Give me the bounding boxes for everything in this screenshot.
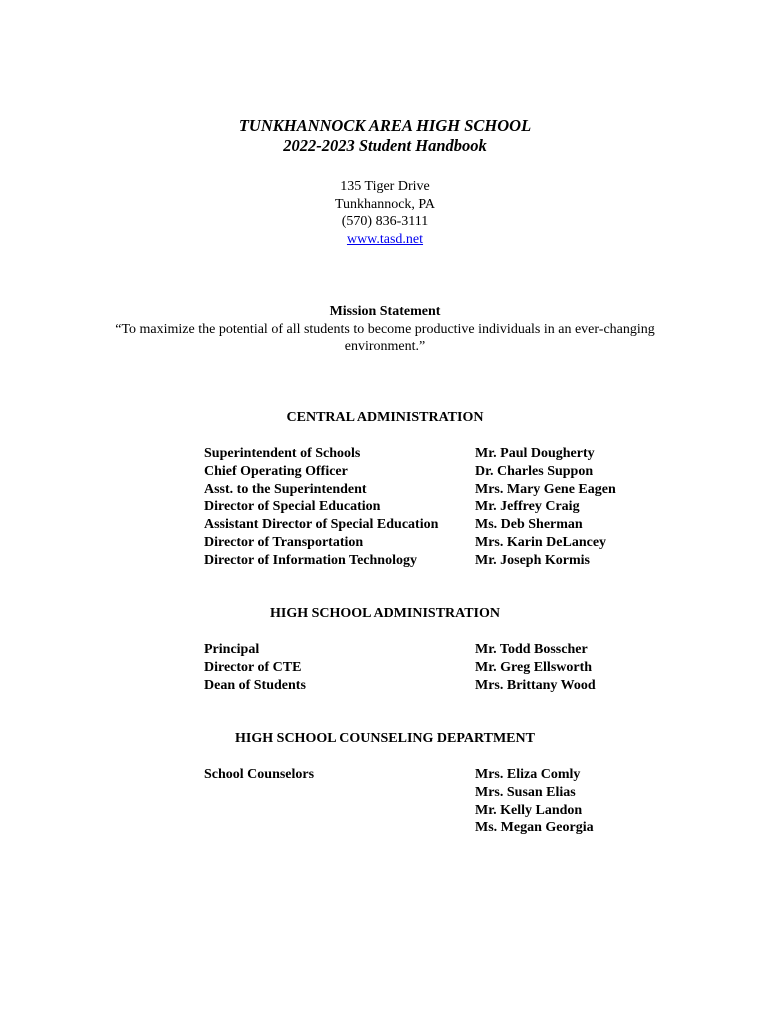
handbook-title: 2022-2023 Student Handbook (283, 136, 487, 155)
counselors-role: School Counselors (204, 767, 315, 782)
address-street: 135 Tiger Drive (340, 179, 430, 194)
roster-person: Mr. Joseph Kormis (475, 552, 590, 568)
roster-row (204, 659, 644, 677)
roster-row (204, 481, 644, 499)
roster-person: Mr. Jeffrey Craig (475, 499, 580, 515)
hs-admin-roster (204, 641, 644, 694)
mission-statement (0, 303, 770, 356)
roster-row (204, 552, 644, 570)
roster-role: Asst. to the Superintendent (204, 481, 367, 497)
roster-person: Mrs. Mary Gene Eagen (475, 481, 616, 497)
roster-person: Ms. Deb Sherman (475, 517, 583, 533)
roster-row (204, 677, 644, 695)
central-admin-heading: CENTRAL ADMINISTRATION (286, 410, 484, 425)
roster-role: Director of Information Technology (204, 552, 417, 568)
counselor-name: Mrs. Eliza Comly (475, 767, 581, 782)
counseling-heading: HIGH SCHOOL COUNSELING DEPARTMENT (235, 731, 535, 746)
roster-person: Mr. Todd Bosscher (475, 642, 588, 657)
roster-person: Mrs. Karin DeLancey (475, 534, 607, 550)
school-name: TUNKHANNOCK AREA HIGH SCHOOL (238, 116, 532, 135)
hs-admin-heading: HIGH SCHOOL ADMINISTRATION (269, 606, 500, 621)
roster-row (204, 641, 644, 659)
mission-heading: Mission Statement (329, 304, 441, 319)
roster-person: Dr. Charles Suppon (475, 463, 594, 479)
roster-row (204, 498, 644, 516)
school-address (0, 178, 770, 248)
counselors-names (475, 766, 594, 837)
mission-text: “To maximize the potential of all students to become productive individuals in an ever-changing environment.” (115, 321, 655, 354)
roster-row (204, 534, 644, 552)
roster-role: Chief Operating Officer (204, 463, 348, 479)
roster-role: Director of Special Education (204, 499, 381, 515)
roster-role: Director of Transportation (204, 534, 364, 550)
roster-role: Superintendent of Schools (204, 446, 361, 461)
central-admin-roster (204, 445, 644, 570)
counselor-name: Ms. Megan Georgia (475, 820, 594, 836)
roster-person: Mr. Paul Dougherty (475, 446, 595, 461)
roster-row (204, 463, 644, 481)
counselors-roster (204, 766, 644, 837)
address-city-state: Tunkhannock, PA (334, 196, 436, 212)
website-link[interactable]: www.tasd.net (346, 231, 424, 247)
counselor-name: Mr. Kelly Landon (475, 802, 583, 818)
roster-role: Assistant Director of Special Education (204, 517, 439, 533)
roster-person: Mrs. Brittany Wood (475, 677, 596, 693)
roster-person: Mr. Greg Ellsworth (475, 659, 593, 675)
document-title (0, 116, 770, 156)
address-phone: (570) 836-3111 (341, 214, 429, 229)
roster-role: Director of CTE (204, 659, 302, 675)
roster-role: Dean of Students (204, 677, 306, 693)
roster-row (204, 445, 644, 463)
roster-row (204, 516, 644, 534)
roster-role: Principal (204, 642, 260, 657)
counselor-name: Mrs. Susan Elias (475, 784, 576, 800)
